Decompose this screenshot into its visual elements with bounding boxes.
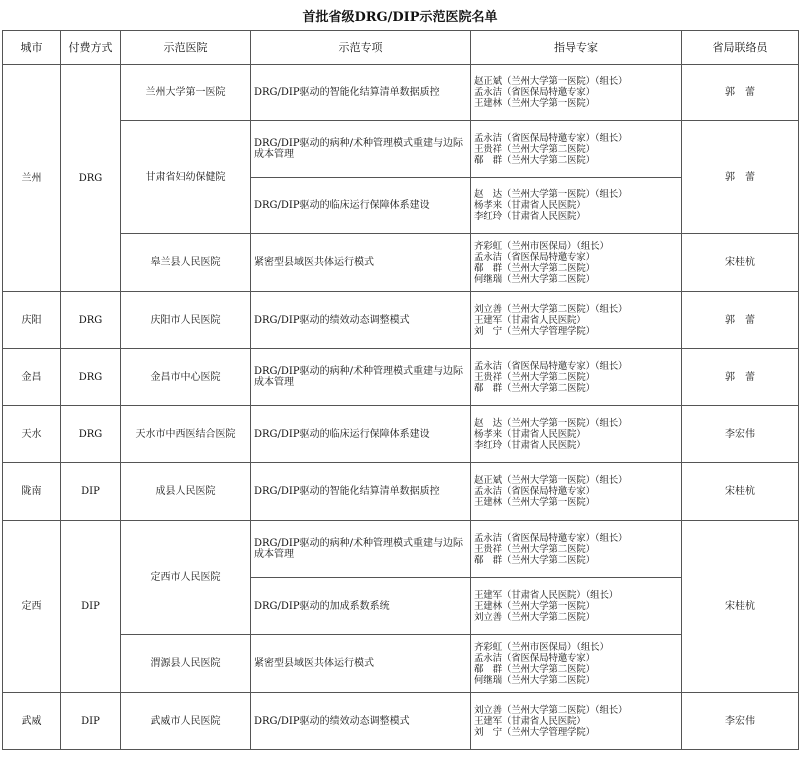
expert-line: 刘立善（兰州大学第二医院）（组长） (474, 303, 628, 315)
payment-cell: DIP (61, 463, 121, 521)
expert-line: 赵 达（兰州大学第一医院）（组长） (474, 189, 628, 200)
liaison-cell: 宋桂杭 (682, 234, 799, 292)
experts-cell (471, 349, 682, 406)
expert-line: 赵正斌（兰州大学第一医院）（组长） (474, 76, 628, 87)
expert-line: 孟永洁（省医保局特邀专家） (474, 652, 595, 664)
expert-line: 王贵祥（兰州大学第二医院） (474, 543, 595, 555)
table-row (3, 463, 799, 521)
table-row (3, 65, 799, 121)
project-cell: 紧密型县域医共体运行模式 (251, 234, 471, 292)
city-cell: 天水 (3, 406, 61, 463)
table-row (3, 406, 799, 463)
liaison-cell: 宋桂杭 (682, 463, 799, 521)
expert-line: 王建军（甘肃省人民医院）（组长） (474, 589, 619, 601)
expert-line: 刘立善（兰州大学第二医院） (474, 611, 595, 623)
expert-line: 杨孝来（甘肃省人民医院） (474, 200, 586, 211)
expert-line: 王贵祥（兰州大学第二医院） (474, 371, 595, 383)
expert-line: 郗 群（兰州大学第二医院） (474, 154, 595, 166)
expert-line: 郗 群（兰州大学第二医院） (474, 663, 595, 675)
liaison-cell: 李宏伟 (682, 406, 799, 463)
table-row (3, 521, 799, 578)
expert-line: 刘立善（兰州大学第二医院）（组长） (474, 704, 628, 716)
project-cell: DRG/DIP驱动的临床运行保障体系建设 (251, 406, 471, 463)
table-row (3, 635, 799, 693)
expert-line: 王建军（甘肃省人民医院） (474, 314, 586, 326)
payment-cell: DRG (61, 406, 121, 463)
expert-line: 何继瑞（兰州大学第二医院） (474, 273, 595, 285)
experts-cell (471, 578, 682, 635)
table-row (3, 292, 799, 349)
project-cell: 紧密型县域医共体运行模式 (251, 635, 471, 693)
hospital-cell: 甘肃省妇幼保健院 (121, 121, 251, 234)
experts-cell (471, 234, 682, 292)
expert-line: 孟永洁（省医保局特邀专家） (474, 486, 595, 497)
liaison-cell: 郭 蕾 (682, 65, 799, 121)
header-payment: 付费方式 (61, 31, 121, 65)
experts-cell (471, 635, 682, 693)
expert-line: 赵正斌（兰州大学第一医院）（组长） (474, 475, 628, 486)
expert-line: 刘 宁（兰州大学管理学院） (474, 325, 595, 337)
city-cell: 武威 (3, 693, 61, 750)
payment-cell: DIP (61, 521, 121, 693)
expert-line: 王建军（甘肃省人民医院） (474, 715, 586, 727)
expert-line: 孟永洁（省医保局特邀专家） (474, 251, 595, 263)
experts-cell (471, 521, 682, 578)
project-cell: DRG/DIP驱动的绩效动态调整模式 (251, 693, 471, 750)
experts-cell (471, 292, 682, 349)
experts-cell (471, 463, 682, 521)
experts-cell (471, 178, 682, 234)
payment-cell: DIP (61, 693, 121, 750)
expert-line: 孟永洁（省医保局特邀专家）（组长） (474, 132, 628, 144)
city-cell: 定西 (3, 521, 61, 693)
hospital-cell: 兰州大学第一医院 (121, 65, 251, 121)
experts-cell (471, 121, 682, 178)
project-cell: DRG/DIP驱动的加成系数系统 (251, 578, 471, 635)
expert-line: 王建林（兰州大学第一医院） (474, 600, 595, 612)
expert-line: 杨孝来（甘肃省人民医院） (474, 428, 586, 440)
hospital-cell: 定西市人民医院 (121, 521, 251, 635)
liaison-cell: 郭 蕾 (682, 121, 799, 234)
hospital-cell: 渭源县人民医院 (121, 635, 251, 693)
expert-line: 郗 群（兰州大学第二医院） (474, 382, 595, 394)
expert-line: 孟永洁（省医保局特邀专家）（组长） (474, 532, 628, 544)
hospital-cell: 武威市人民医院 (121, 693, 251, 750)
experts-cell (471, 65, 682, 121)
expert-line: 郗 群（兰州大学第二医院） (474, 554, 595, 566)
table-row (3, 349, 799, 406)
expert-line: 王贵祥（兰州大学第二医院） (474, 143, 595, 155)
table-row (3, 693, 799, 750)
project-cell: DRG/DIP驱动的病种/术种管理模式重建与边际成本管理 (251, 521, 471, 578)
expert-line: 李红玲（甘肃省人民医院） (474, 211, 586, 222)
liaison-cell: 宋桂杭 (682, 521, 799, 693)
expert-line: 王建林（兰州大学第一医院） (474, 98, 595, 109)
payment-cell: DRG (61, 65, 121, 292)
liaison-cell: 郭 蕾 (682, 349, 799, 406)
expert-line: 齐彩虹（兰州市医保局）（组长） (474, 641, 609, 653)
hospital-cell: 成县人民医院 (121, 463, 251, 521)
expert-line: 李红玲（甘肃省人民医院） (474, 439, 586, 451)
hospital-cell: 天水市中西医结合医院 (121, 406, 251, 463)
project-cell: DRG/DIP驱动的病种/术种管理模式重建与边际成本管理 (251, 349, 471, 406)
experts-cell (471, 693, 682, 750)
project-cell: DRG/DIP驱动的临床运行保障体系建设 (251, 178, 471, 234)
city-cell: 陇南 (3, 463, 61, 521)
demo-hospital-table (2, 30, 799, 750)
expert-line: 齐彩虹（兰州市医保局）（组长） (474, 240, 609, 252)
hospital-cell: 皋兰县人民医院 (121, 234, 251, 292)
header-row (3, 31, 799, 65)
city-cell: 兰州 (3, 65, 61, 292)
header-liaison: 省局联络员 (682, 31, 799, 65)
hospital-cell: 金昌市中心医院 (121, 349, 251, 406)
document-title: 首批省级DRG/DIP示范医院名单 (302, 10, 498, 25)
project-cell: DRG/DIP驱动的病种/术种管理模式重建与边际成本管理 (251, 121, 471, 178)
liaison-cell: 李宏伟 (682, 693, 799, 750)
expert-line: 刘 宁（兰州大学管理学院） (474, 726, 595, 738)
expert-line: 何继瑞（兰州大学第二医院） (474, 674, 595, 686)
header-city: 城市 (3, 31, 61, 65)
header-experts: 指导专家 (471, 31, 682, 65)
expert-line: 孟永洁（省医保局特邀专家）（组长） (474, 360, 628, 372)
city-cell: 金昌 (3, 349, 61, 406)
expert-line: 王建林（兰州大学第一医院） (474, 497, 595, 508)
liaison-cell: 郭 蕾 (682, 292, 799, 349)
project-cell: DRG/DIP驱动的智能化结算清单数据质控 (251, 65, 471, 121)
payment-cell: DRG (61, 349, 121, 406)
header-project: 示范专项 (251, 31, 471, 65)
project-cell: DRG/DIP驱动的绩效动态调整模式 (251, 292, 471, 349)
table-row (3, 234, 799, 292)
expert-line: 孟永洁（省医保局特邀专家） (474, 87, 595, 98)
project-cell: DRG/DIP驱动的智能化结算清单数据质控 (251, 463, 471, 521)
payment-cell: DRG (61, 292, 121, 349)
hospital-cell: 庆阳市人民医院 (121, 292, 251, 349)
expert-line: 郗 群（兰州大学第二医院） (474, 262, 595, 274)
experts-cell (471, 406, 682, 463)
expert-line: 赵 达（兰州大学第一医院）（组长） (474, 417, 628, 429)
header-hospital: 示范医院 (121, 31, 251, 65)
table-row (3, 121, 799, 178)
city-cell: 庆阳 (3, 292, 61, 349)
